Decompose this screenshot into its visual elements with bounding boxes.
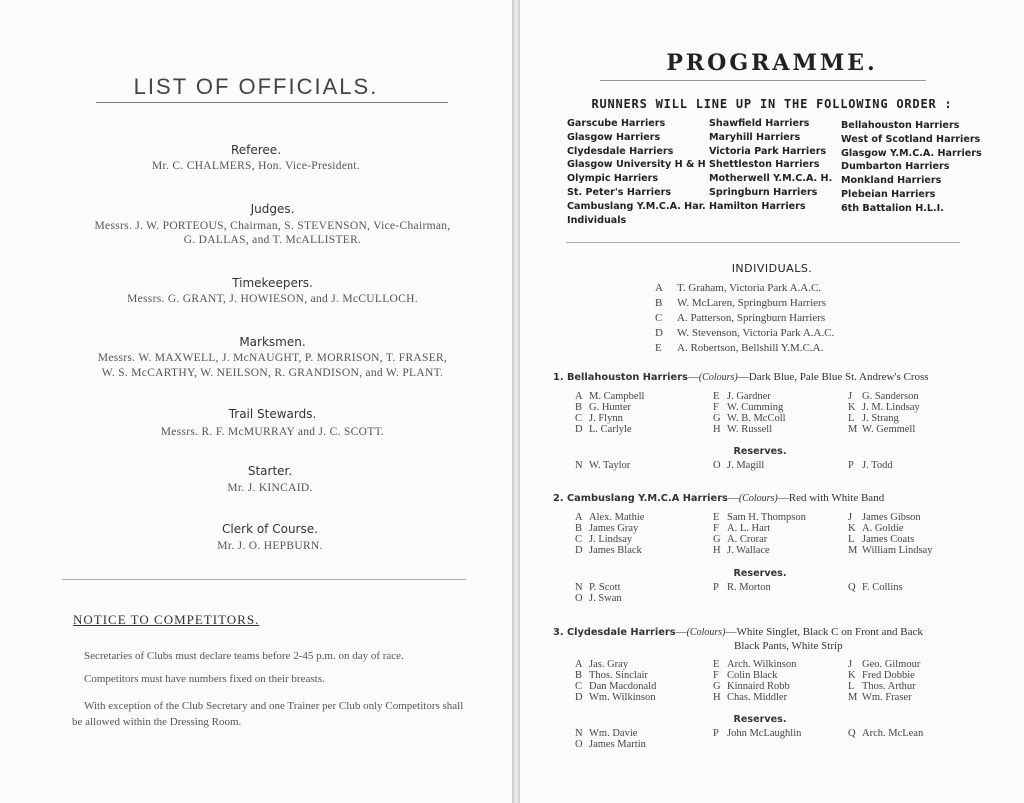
club-name: Glasgow Harriers (567, 131, 661, 143)
player-letter: C (575, 413, 583, 424)
player-name: A. Crorar (727, 534, 768, 545)
reserve-row (848, 728, 923, 739)
player-row (713, 424, 786, 435)
club-name: Shettleston Harriers (709, 159, 820, 171)
player-name: Jas. Gray (589, 659, 629, 670)
player-letter: K (848, 402, 856, 413)
player-letter: A (575, 659, 583, 670)
section-line: Mr. C. CHALMERS, Hon. Vice-President. (152, 160, 360, 172)
individual-name: T. Graham, Victoria Park A.A.C. (677, 282, 822, 294)
club-column-1 (567, 117, 706, 227)
club-column-2 (709, 117, 832, 214)
player-letter: M (848, 424, 858, 435)
reserve-row (713, 728, 801, 739)
player-name: L. Carlyle (589, 424, 632, 435)
player-letter: K (848, 670, 856, 681)
player-letter: J (848, 659, 853, 670)
player-name: Dan Macdonald (589, 681, 657, 692)
club-name: Victoria Park Harriers (709, 145, 827, 157)
colours-label: (Colours) (698, 372, 738, 383)
section-heading-clerk-of-course: Clerk of Course. (222, 522, 318, 536)
player-name: J. Lindsay (589, 534, 633, 545)
player-row (575, 424, 644, 435)
player-letter: L (848, 413, 855, 424)
player-name: W. Taylor (589, 460, 631, 471)
player-letter: J (848, 512, 853, 523)
player-letter: D (575, 692, 583, 703)
individual-row (655, 311, 834, 326)
player-name: Colin Black (727, 670, 778, 681)
player-row (848, 391, 920, 402)
section-line: Messrs. J. W. PORTEOUS, Chairman, S. STEVENSON, Vice-Chairman, (94, 220, 451, 232)
reserves-column (848, 728, 923, 739)
player-name: James Coats (862, 534, 915, 545)
player-letter: L (848, 681, 855, 692)
player-letter: O (713, 460, 721, 471)
player-letter: H (713, 424, 721, 435)
player-letter: M (848, 545, 858, 556)
club-name: Shawfield Harriers (709, 118, 810, 129)
player-name: Wm. Davie (589, 728, 638, 739)
team-column (713, 391, 786, 435)
player-letter: E (713, 512, 720, 523)
player-name: J. Flynn (589, 413, 623, 424)
team-column (848, 659, 920, 703)
player-letter: A (575, 512, 583, 523)
row-letter: E (655, 342, 662, 354)
club-name: 6th Battalion H.L.I. (841, 202, 944, 214)
player-row (713, 534, 806, 545)
player-row (575, 391, 644, 402)
player-row (575, 681, 656, 692)
team-colours: White Singlet, Black C on Front and Back (736, 626, 923, 638)
section-line: Messrs. R. F. McMURRAY and J. C. SCOTT. (160, 426, 385, 438)
player-row (713, 659, 796, 670)
lineup-heading: RUNNERS WILL LINE UP IN THE FOLLOWING ORDER : (591, 97, 953, 111)
player-row (575, 545, 644, 556)
section-line: G. DALLAS, and T. McALLISTER. (183, 234, 362, 246)
player-row (713, 523, 806, 534)
row-letter: A (655, 282, 663, 294)
player-name: W. B. McColl (727, 413, 786, 424)
player-row (713, 413, 786, 424)
player-name: Arch. Wilkinson (727, 659, 797, 670)
player-letter: G (713, 534, 721, 545)
reserves-column (848, 582, 903, 593)
player-letter: E (713, 659, 720, 670)
player-name: Thos. Sinclair (589, 670, 648, 681)
reserves-label: Reserves. (733, 714, 787, 725)
player-letter: C (575, 534, 583, 545)
player-name: James Gibson (862, 512, 921, 523)
divider (62, 579, 466, 580)
player-name: M. Campbell (589, 391, 645, 402)
section-line: Messrs. G. GRANT, J. HOWIESON, and J. McCULLOCH. (127, 293, 418, 305)
page-fold (512, 0, 520, 803)
player-row (713, 692, 796, 703)
player-name: A. L. Hart (727, 523, 771, 534)
reserves-column (713, 582, 771, 593)
section-heading-timekeepers: Timekeepers. (232, 276, 313, 290)
player-row (575, 512, 644, 523)
player-letter: P (848, 460, 854, 471)
reserves-column (575, 582, 622, 604)
club-name: St. Peter's Harriers (567, 186, 672, 198)
colours-label: (Colours) (738, 493, 778, 504)
player-name: W. Cumming (727, 402, 784, 413)
player-letter: D (575, 424, 583, 435)
player-name: James Black (589, 545, 642, 556)
player-letter: P (713, 582, 719, 593)
section-heading-trail-stewards: Trail Stewards. (228, 407, 317, 421)
player-row (848, 681, 920, 692)
player-letter: N (575, 460, 583, 471)
player-row (575, 534, 644, 545)
player-letter: C (575, 681, 583, 692)
reserve-row (848, 582, 903, 593)
club-name: Monkland Harriers (841, 175, 942, 187)
player-row (575, 670, 656, 681)
player-name: W. Gemmell (862, 424, 916, 435)
section-heading-starter: Starter. (247, 464, 293, 478)
team-column (713, 512, 806, 556)
team-colours: Dark Blue, Pale Blue St. Andrew's Cross (748, 371, 929, 383)
player-row (848, 512, 932, 523)
player-name: John McLaughlin (727, 728, 802, 739)
individual-row (655, 341, 834, 356)
player-name: Kinnaird Robb (727, 681, 790, 692)
individual-row (655, 326, 834, 341)
team-column (848, 512, 932, 556)
player-name: J. M. Lindsay (862, 402, 920, 413)
player-row (575, 659, 656, 670)
team-heading: 1. Bellahouston Harriers—(Colours)—Dark Blue, Pale Blue St. Andrew's Cross (553, 371, 929, 383)
club-name: Garscube Harriers (567, 118, 666, 129)
player-letter: J (848, 391, 853, 402)
player-name: W. Russell (727, 424, 773, 435)
player-row (713, 670, 796, 681)
player-letter: H (713, 545, 721, 556)
individual-row (655, 281, 834, 296)
player-row (575, 523, 644, 534)
individual-name: A. Patterson, Springburn Harriers (677, 312, 826, 324)
player-row (713, 545, 806, 556)
section-line: Mr. J. KINCAID. (227, 482, 313, 494)
reserves-label: Reserves. (733, 568, 787, 579)
programme-title: PROGRAMME. (666, 50, 878, 76)
player-row (848, 413, 920, 424)
reserves-column (713, 460, 764, 471)
reserve-row (713, 460, 764, 471)
player-name: Sam H. Thompson (727, 512, 806, 523)
notice-title: NOTICE TO COMPETITORS. (73, 612, 260, 627)
team-heading: 2. Cambuslang Y.M.C.A Harriers—(Colours)—Red with White Band (553, 492, 885, 504)
player-row (848, 534, 932, 545)
player-row (575, 692, 656, 703)
player-name: R. Morton (727, 582, 771, 593)
notice-paragraph: With exception of the Club Secretary and one Trainer per Club only Competitors shall be allowed within the Dressing Room. (72, 700, 464, 728)
club-name: Hamilton Harriers (709, 200, 806, 212)
individual-row (655, 296, 834, 311)
player-name: Fred Dobbie (862, 670, 915, 681)
reserve-row (575, 593, 622, 604)
player-letter: F (713, 523, 719, 534)
player-row (713, 391, 786, 402)
player-name: Chas. Middler (727, 692, 788, 703)
team-column (848, 391, 920, 435)
player-row (848, 402, 920, 413)
row-letter: D (655, 327, 663, 339)
player-row (848, 523, 932, 534)
player-row (848, 424, 920, 435)
player-name: A. Goldie (862, 523, 904, 534)
player-name: J. Magill (727, 460, 765, 471)
player-letter: O (575, 739, 583, 750)
reserves-column (575, 460, 630, 471)
individual-name: W. McLaren, Springburn Harriers (677, 297, 826, 309)
player-row (713, 402, 786, 413)
section-line: Messrs. W. MAXWELL, J. McNAUGHT, P. MORRISON, T. FRASER, (97, 352, 448, 364)
player-letter: A (575, 391, 583, 402)
player-letter: K (848, 523, 856, 534)
individuals-list (655, 281, 834, 356)
team-column (575, 512, 644, 556)
row-letter: C (655, 312, 663, 324)
player-row (713, 681, 796, 692)
club-column-3 (841, 119, 982, 216)
player-name: J. Todd (862, 460, 893, 471)
player-letter: H (713, 692, 721, 703)
team-club: 1. Bellahouston Harriers (553, 372, 688, 383)
colours-label: (Colours) (686, 627, 726, 638)
player-row (848, 545, 932, 556)
reserve-row (713, 582, 771, 593)
player-letter: O (575, 593, 583, 604)
player-name: Wm. Wilkinson (589, 692, 656, 703)
section-heading-referee: Referee. (230, 143, 282, 157)
player-name: Alex. Mathie (589, 512, 645, 523)
player-name: G. Hunter (589, 402, 631, 413)
club-name: West of Scotland Harriers (841, 133, 981, 145)
row-letter: B (655, 297, 663, 309)
player-letter: Q (848, 728, 856, 739)
player-name: F. Collins (862, 582, 903, 593)
player-letter: G (713, 681, 721, 692)
reserve-row (575, 460, 630, 471)
player-row (575, 402, 644, 413)
club-name: Dumbarton Harriers (841, 161, 950, 173)
player-letter: G (713, 413, 721, 424)
player-name: J. Strang (862, 413, 899, 424)
team-column (575, 659, 656, 703)
player-name: James Gray (589, 523, 639, 534)
notice-paragraph: Secretaries of Clubs must declare teams before 2-45 p.m. on day of race. (84, 650, 404, 662)
reserve-row (575, 728, 646, 739)
team-column (575, 391, 644, 435)
club-name: Bellahouston Harriers (841, 120, 960, 131)
player-letter: D (575, 545, 583, 556)
section-line: W. S. McCARTHY, W. NEILSON, R. GRANDISON, and W. PLANT. (101, 367, 444, 379)
reserves-column (575, 728, 646, 750)
player-name: Thos. Arthur (862, 681, 916, 692)
section-heading-marksmen: Marksmen. (239, 335, 306, 349)
club-name: Individuals (567, 214, 627, 226)
player-letter: B (575, 523, 583, 534)
player-name: J. Wallace (727, 545, 770, 556)
club-name: Cambuslang Y.M.C.A. Har. (567, 200, 706, 212)
reserves-label: Reserves. (733, 446, 787, 457)
team-club: 2. Cambuslang Y.M.C.A Harriers (553, 493, 728, 504)
player-name: J. Swan (589, 593, 622, 604)
club-name: Plebeian Harriers (841, 188, 936, 200)
team-colours: Red with White Band (788, 492, 885, 504)
player-letter: B (575, 670, 583, 681)
divider (566, 242, 960, 243)
section-heading-judges: Judges. (250, 202, 295, 216)
reserves-column (713, 728, 801, 739)
team-heading: 3. Clydesdale Harriers—(Colours)—White Singlet, Black C on Front and Back (553, 626, 923, 638)
club-name: Clydesdale Harriers (567, 145, 674, 157)
player-name: P. Scott (589, 582, 621, 593)
section-line: Mr. J. O. HEPBURN. (217, 540, 323, 552)
player-letter: N (575, 582, 583, 593)
player-row (848, 670, 920, 681)
player-letter: F (713, 670, 719, 681)
player-row (848, 692, 920, 703)
player-name: James Martin (589, 739, 646, 750)
player-letter: N (575, 728, 583, 739)
reserves-column (848, 460, 893, 471)
club-name: Olympic Harriers (567, 173, 659, 185)
player-row (848, 659, 920, 670)
player-name: Arch. McLean (862, 728, 924, 739)
title-rule (600, 80, 926, 81)
club-name: Maryhill Harriers (709, 131, 801, 143)
player-letter: E (713, 391, 720, 402)
player-row (575, 413, 644, 424)
title-rule (96, 102, 448, 103)
reserve-row (848, 460, 893, 471)
player-letter: L (848, 534, 855, 545)
officials-title: LIST OF OFFICIALS. (133, 74, 379, 99)
player-letter: F (713, 402, 719, 413)
club-name: Glasgow University H & H (567, 159, 706, 171)
team-colours-line2: Black Pants, White Strip (734, 640, 843, 652)
player-name: J. Gardner (727, 391, 771, 402)
player-letter: B (575, 402, 583, 413)
player-name: G. Sanderson (862, 391, 919, 402)
player-row (713, 512, 806, 523)
reserve-row (575, 582, 622, 593)
notice-paragraph: Competitors must have numbers fixed on their breasts. (84, 673, 325, 685)
player-letter: P (713, 728, 719, 739)
club-name: Springburn Harriers (709, 186, 818, 198)
individual-name: W. Stevenson, Victoria Park A.A.C. (677, 327, 835, 339)
team-column (713, 659, 796, 703)
club-name: Motherwell Y.M.C.A. H. (709, 173, 833, 185)
club-name: Glasgow Y.M.C.A. Harriers (841, 147, 982, 159)
reserve-row (575, 739, 646, 750)
player-name: Geo. Gilmour (862, 659, 921, 670)
player-name: Wm. Fraser (862, 692, 912, 703)
player-name: William Lindsay (862, 545, 933, 556)
individual-name: A. Robertson, Bellshill Y.M.C.A. (677, 342, 824, 354)
team-club: 3. Clydesdale Harriers (553, 627, 676, 638)
individuals-heading: INDIVIDUALS. (731, 262, 813, 275)
player-letter: Q (848, 582, 856, 593)
player-letter: M (848, 692, 858, 703)
